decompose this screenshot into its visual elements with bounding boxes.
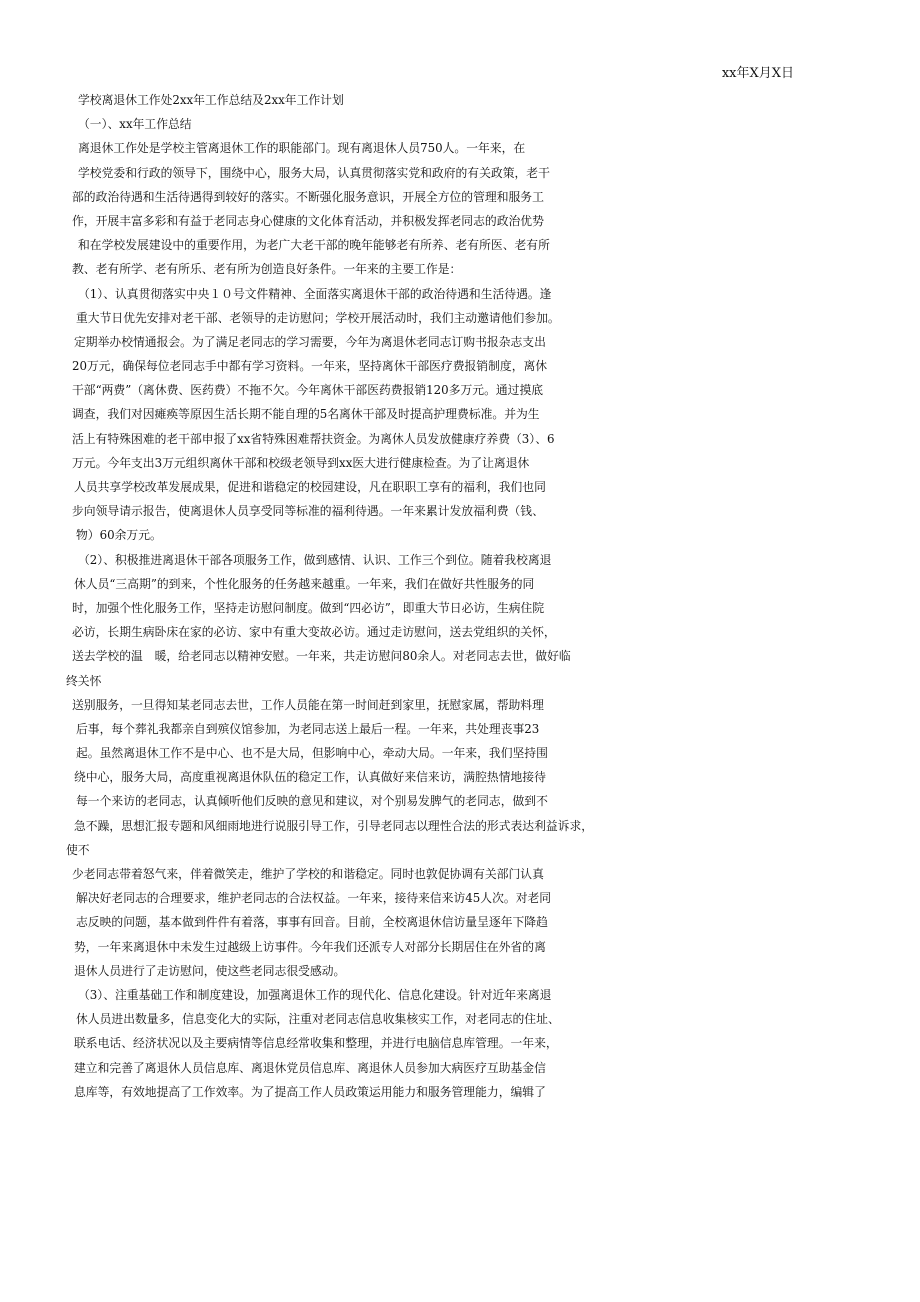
paragraph-line: （3）、注重基础工作和制度建设，加强离退休工作的现代化、信息化建设。针对近年来离退 xyxy=(78,987,552,1002)
document-date: xx年X月X日 xyxy=(721,66,794,81)
section-heading: （一）、xx年工作总结 xyxy=(78,117,192,132)
paragraph-line: 人员共享学校改革发展成果，促进和谐稳定的校园建设，凡在职职工享有的福利，我们也同 xyxy=(74,480,546,494)
document-title: 学校离退休工作处2xx年工作总结及2xx年工作计划 xyxy=(78,93,344,107)
paragraph-line: 休人员“三高期”的到来，个性化服务的任务越来越重。一年来，我们在做好共性服务的同 xyxy=(74,576,535,591)
paragraph-line: 解决好老同志的合理要求，维护老同志的合法权益。一年来，接待来信来访45人次。对老同 xyxy=(76,891,552,906)
paragraph-line: 物）60余万元。 xyxy=(76,528,162,543)
paragraph-line: （1）、认真贯彻落实中央１０号文件精神、全面落实离退休干部的政治待遇和生活待遇。逢 xyxy=(78,286,552,301)
paragraph-line: （2）、积极推进离退休干部各项服务工作，做到感情、认识、工作三个到位。随着我校离退 xyxy=(78,552,552,567)
paragraph-line: 退休人员进行了走访慰问，使这些老同志很受感动。 xyxy=(74,963,346,978)
paragraph-line: 离退休工作处是学校主管离退休工作的职能部门。现有离退休人员750人。一年来，在 xyxy=(78,141,526,156)
paragraph-line: 重大节日优先安排对老干部、老领导的走访慰问；学校开展活动时，我们主动邀请他们参加。 xyxy=(76,310,560,325)
paragraph-line: 部的政治待遇和生活待遇得到较好的落实。不断强化服务意识，开展全方位的管理和服务工 xyxy=(72,189,544,204)
paragraph-line: 息库等，有效地提高了工作效率。为了提高工作人员政策运用能力和服务管理能力，编辑了 xyxy=(74,1084,546,1099)
document-body xyxy=(0,88,920,1104)
paragraph-line: 联系电话、经济状况以及主要病情等信息经常收集和整理，并进行电脑信息库管理。一年来， xyxy=(74,1036,558,1051)
paragraph-line: 活上有特殊困难的老干部申报了xx省特殊困难帮扶资金。为离休人员发放健康疗养费（3）、6 xyxy=(72,431,555,446)
paragraph-line: 送去学校的温 暖，给老同志以精神安慰。一年来，共走访慰问80余人。对老同志去世，做好临 xyxy=(72,649,571,664)
paragraph-line: 后事，每个葬礼我都亲自到殡仪馆参加，为老同志送上最后一程。一年来，共处理丧事23 xyxy=(76,721,540,736)
paragraph-line: 绕中心，服务大局，高度重视离退休队伍的稳定工作，认真做好来信来访，满腔热情地接待 xyxy=(74,770,546,785)
paragraph-line: 送别服务，一旦得知某老同志去世，工作人员能在第一时间赶到家里，抚慰家属，帮助料理 xyxy=(72,697,544,712)
paragraph-line: 休人员进出数量多，信息变化大的实际，注重对老同志信息收集核实工作，对老同志的住址、 xyxy=(76,1012,560,1027)
paragraph-line: 起。虽然离退休工作不是中心、也不是大局，但影响中心，牵动大局。一年来，我们坚持围 xyxy=(76,746,548,761)
paragraph-line: 志反映的问题，基本做到件件有着落，事事有回音。目前，全校离退休信访量呈逐年下降趋 xyxy=(76,915,548,930)
paragraph-line: 万元。今年支出3万元组织离休干部和校级老领导到xx医大进行健康检查。为了让离退休 xyxy=(72,455,530,470)
paragraph-line: 20万元，确保每位老同志手中都有学习资料。一年来，坚持离休干部医疗费报销制度，离休 xyxy=(72,359,548,374)
paragraph-line: 每一个来访的老同志，认真倾听他们反映的意见和建议，对个别易发脾气的老同志，做到不 xyxy=(76,794,548,809)
paragraph-line: 少老同志带着怒气来，伴着微笑走，维护了学校的和谐稳定。同时也敦促协调有关部门认真 xyxy=(72,867,544,881)
paragraph-line: 作，开展丰富多彩和有益于老同志身心健康的文化体育活动，并积极发挥老同志的政治优势 xyxy=(72,213,544,228)
paragraph-line: 终关怀 xyxy=(66,673,102,688)
paragraph-line: 步向领导请示报告，使离退休人员享受同等标准的福利待遇。一年来累计发放福利费（钱、 xyxy=(72,504,544,519)
paragraph-line: 教、老有所学、老有所乐、老有所为创造良好条件。一年来的主要工作是： xyxy=(72,262,462,277)
paragraph-line: 和在学校发展建设中的重要作用，为老广大老干部的晚年能够老有所养、老有所医、老有所 xyxy=(78,238,550,253)
paragraph-line: 势，一年来离退休中未发生过越级上访事件。今年我们还派专人对部分长期居住在外省的离 xyxy=(74,939,546,954)
paragraph-line: 建立和完善了离退休人员信息库、离退休党员信息库、离退休人员参加大病医疗互助基金信 xyxy=(74,1060,546,1075)
paragraph-line: 必访，长期生病卧床在家的必访、家中有重大变故必访。通过走访慰问，送去党组织的关怀， xyxy=(72,625,556,640)
paragraph-line: 时，加强个性化服务工作，坚持走访慰问制度。做到“四必访”，即重大节日必访，生病住院 xyxy=(72,600,545,615)
paragraph-line: 使不 xyxy=(66,842,90,857)
paragraph-line: 学校党委和行政的领导下，围绕中心，服务大局，认真贯彻落实党和政府的有关政策，老干 xyxy=(78,165,550,180)
paragraph-line: 调查，我们对因瘫痪等原因生活长期不能自理的5名离休干部及时提高护理费标准。并为生 xyxy=(72,407,540,422)
paragraph-line: 干部“两费”（离休费、医药费）不拖不欠。今年离休干部医药费报销120多万元。通过摸底 xyxy=(72,383,544,398)
paragraph-line: 定期举办校情通报会。为了满足老同志的学习需要，今年为离退休老同志订购书报杂志支出 xyxy=(74,334,546,349)
paragraph-line: 急不躁，思想汇报专题和风细雨地进行说服引导工作，引导老同志以理性合法的形式表达利益诉求， xyxy=(74,818,594,833)
